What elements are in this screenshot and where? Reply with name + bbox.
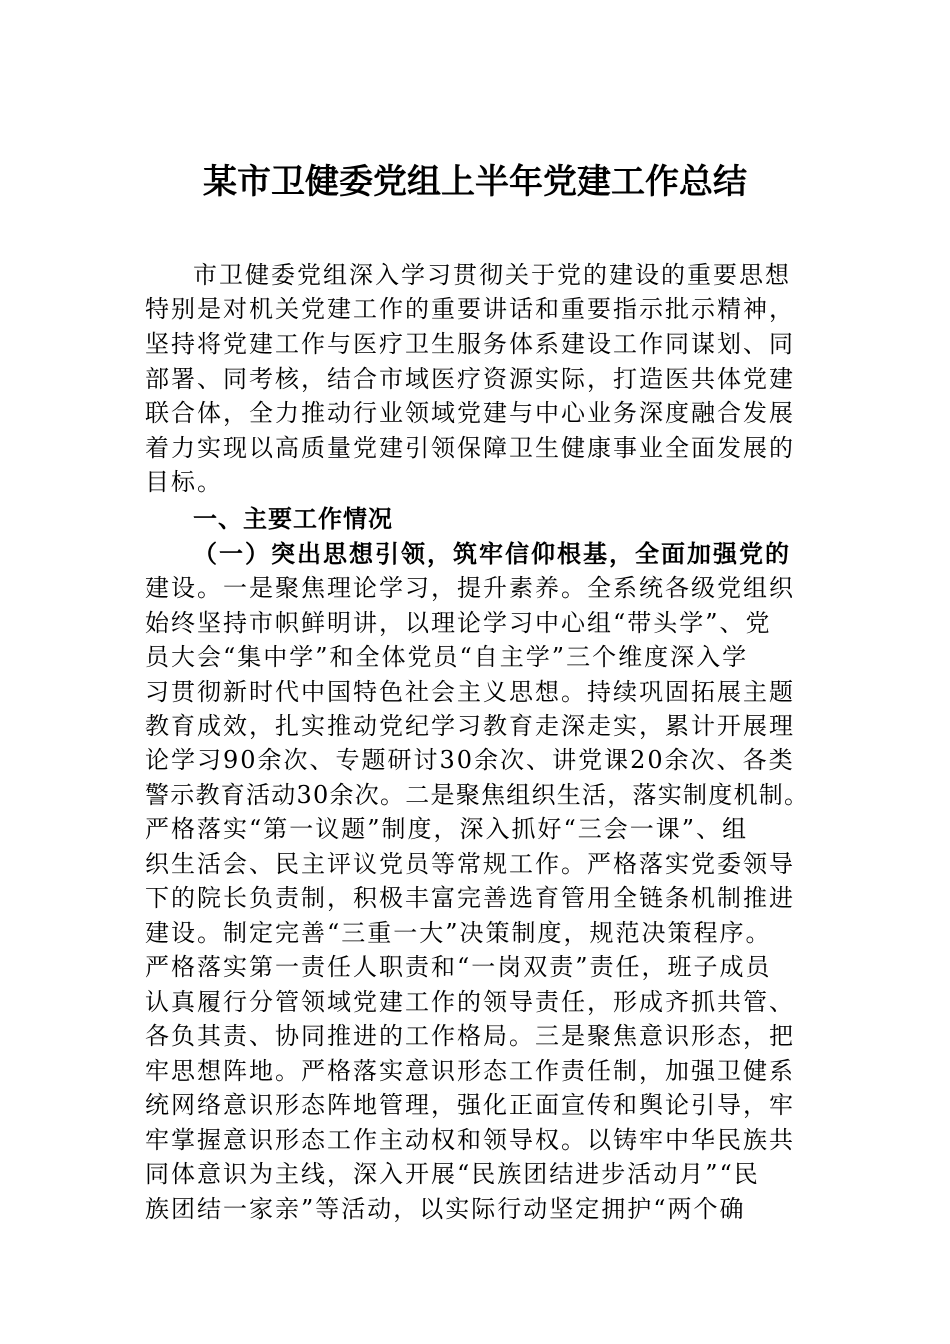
paragraph-line: 同体意识为主线，深入开展“民族团结进步活动月”“民 — [145, 1160, 760, 1188]
paragraph-line: 特别是对机关党建工作的重要讲话和重要指示批示精神， — [145, 295, 795, 323]
paragraph-line: 员大会“集中学”和全体党员“自主学”三个维度深入学 — [145, 643, 749, 671]
paragraph-line: 各负其责、协同推进的工作格局。三是聚焦意识形态，把 — [145, 1022, 795, 1050]
paragraph-line: 联合体，全力推动行业领域党建与中心业务深度融合发展 — [145, 399, 795, 427]
paragraph-line: 统网络意识形态阵地管理，强化正面宣传和舆论引导，牢 — [145, 1091, 795, 1119]
paragraph-line: 牢思想阵地。严格落实意识形态工作责任制，加强卫健系 — [145, 1057, 795, 1085]
paragraph-line: 习贯彻新时代中国特色社会主义思想。持续巩固拓展主题 — [145, 678, 795, 706]
paragraph-line: 坚持将党建工作与医疗卫生服务体系建设工作同谋划、同 — [145, 330, 795, 358]
paragraph-line: 族团结一家亲”等活动，以实际行动坚定拥护“两个确 — [145, 1195, 746, 1223]
document-title: 某市卫健委党组上半年党建工作总结 — [203, 162, 747, 202]
paragraph-line: 下的院长负责制，积极丰富完善选育管用全链条机制推进 — [145, 884, 795, 912]
paragraph-line: 市卫健委党组深入学习贯彻关于党的建设的重要思想 — [193, 261, 791, 289]
paragraph-line: 认真履行分管领域党建工作的领导责任，形成齐抓共管、 — [145, 988, 795, 1016]
section-heading: 一、主要工作情况 — [193, 505, 393, 533]
paragraph-line: 着力实现以高质量党建引领保障卫生健康事业全面发展的 — [145, 434, 795, 462]
paragraph-line: 牢掌握意识形态工作主动权和领导权。以铸牢中华民族共 — [145, 1126, 795, 1154]
paragraph-line: 建设。制定完善“三重一大”决策制度，规范决策程序。 — [145, 919, 772, 947]
paragraph-line: 严格落实第一责任人职责和“一岗双责”责任，班子成员 — [145, 953, 772, 981]
paragraph-line: 教育成效，扎实推动党纪学习教育走深走实，累计开展理 — [145, 712, 795, 740]
paragraph-line: 警示教育活动30余次。二是聚焦组织生活，落实制度机制。 — [145, 781, 810, 809]
paragraph-line: 论学习90余次、专题研讨30余次、讲党课20余次、各类 — [145, 746, 795, 774]
paragraph-line: 部署、同考核，结合市域医疗资源实际，打造医共体党建 — [145, 365, 795, 393]
subsection-heading-line: （一）突出思想引领，筑牢信仰根基，全面加强党的 — [193, 539, 791, 568]
paragraph-line: 始终坚持市帜鲜明讲，以理论学习中心组“带头学”、党 — [145, 609, 772, 637]
paragraph-line: 建设。一是聚焦理论学习，提升素养。全系统各级党组织 — [145, 574, 795, 602]
paragraph-line: 严格落实“第一议题”制度，深入抓好“三会一课”、组 — [145, 815, 749, 843]
paragraph-line: 目标。 — [145, 468, 223, 496]
paragraph-line: 织生活会、民主评议党员等常规工作。严格落实党委领导 — [145, 850, 795, 878]
